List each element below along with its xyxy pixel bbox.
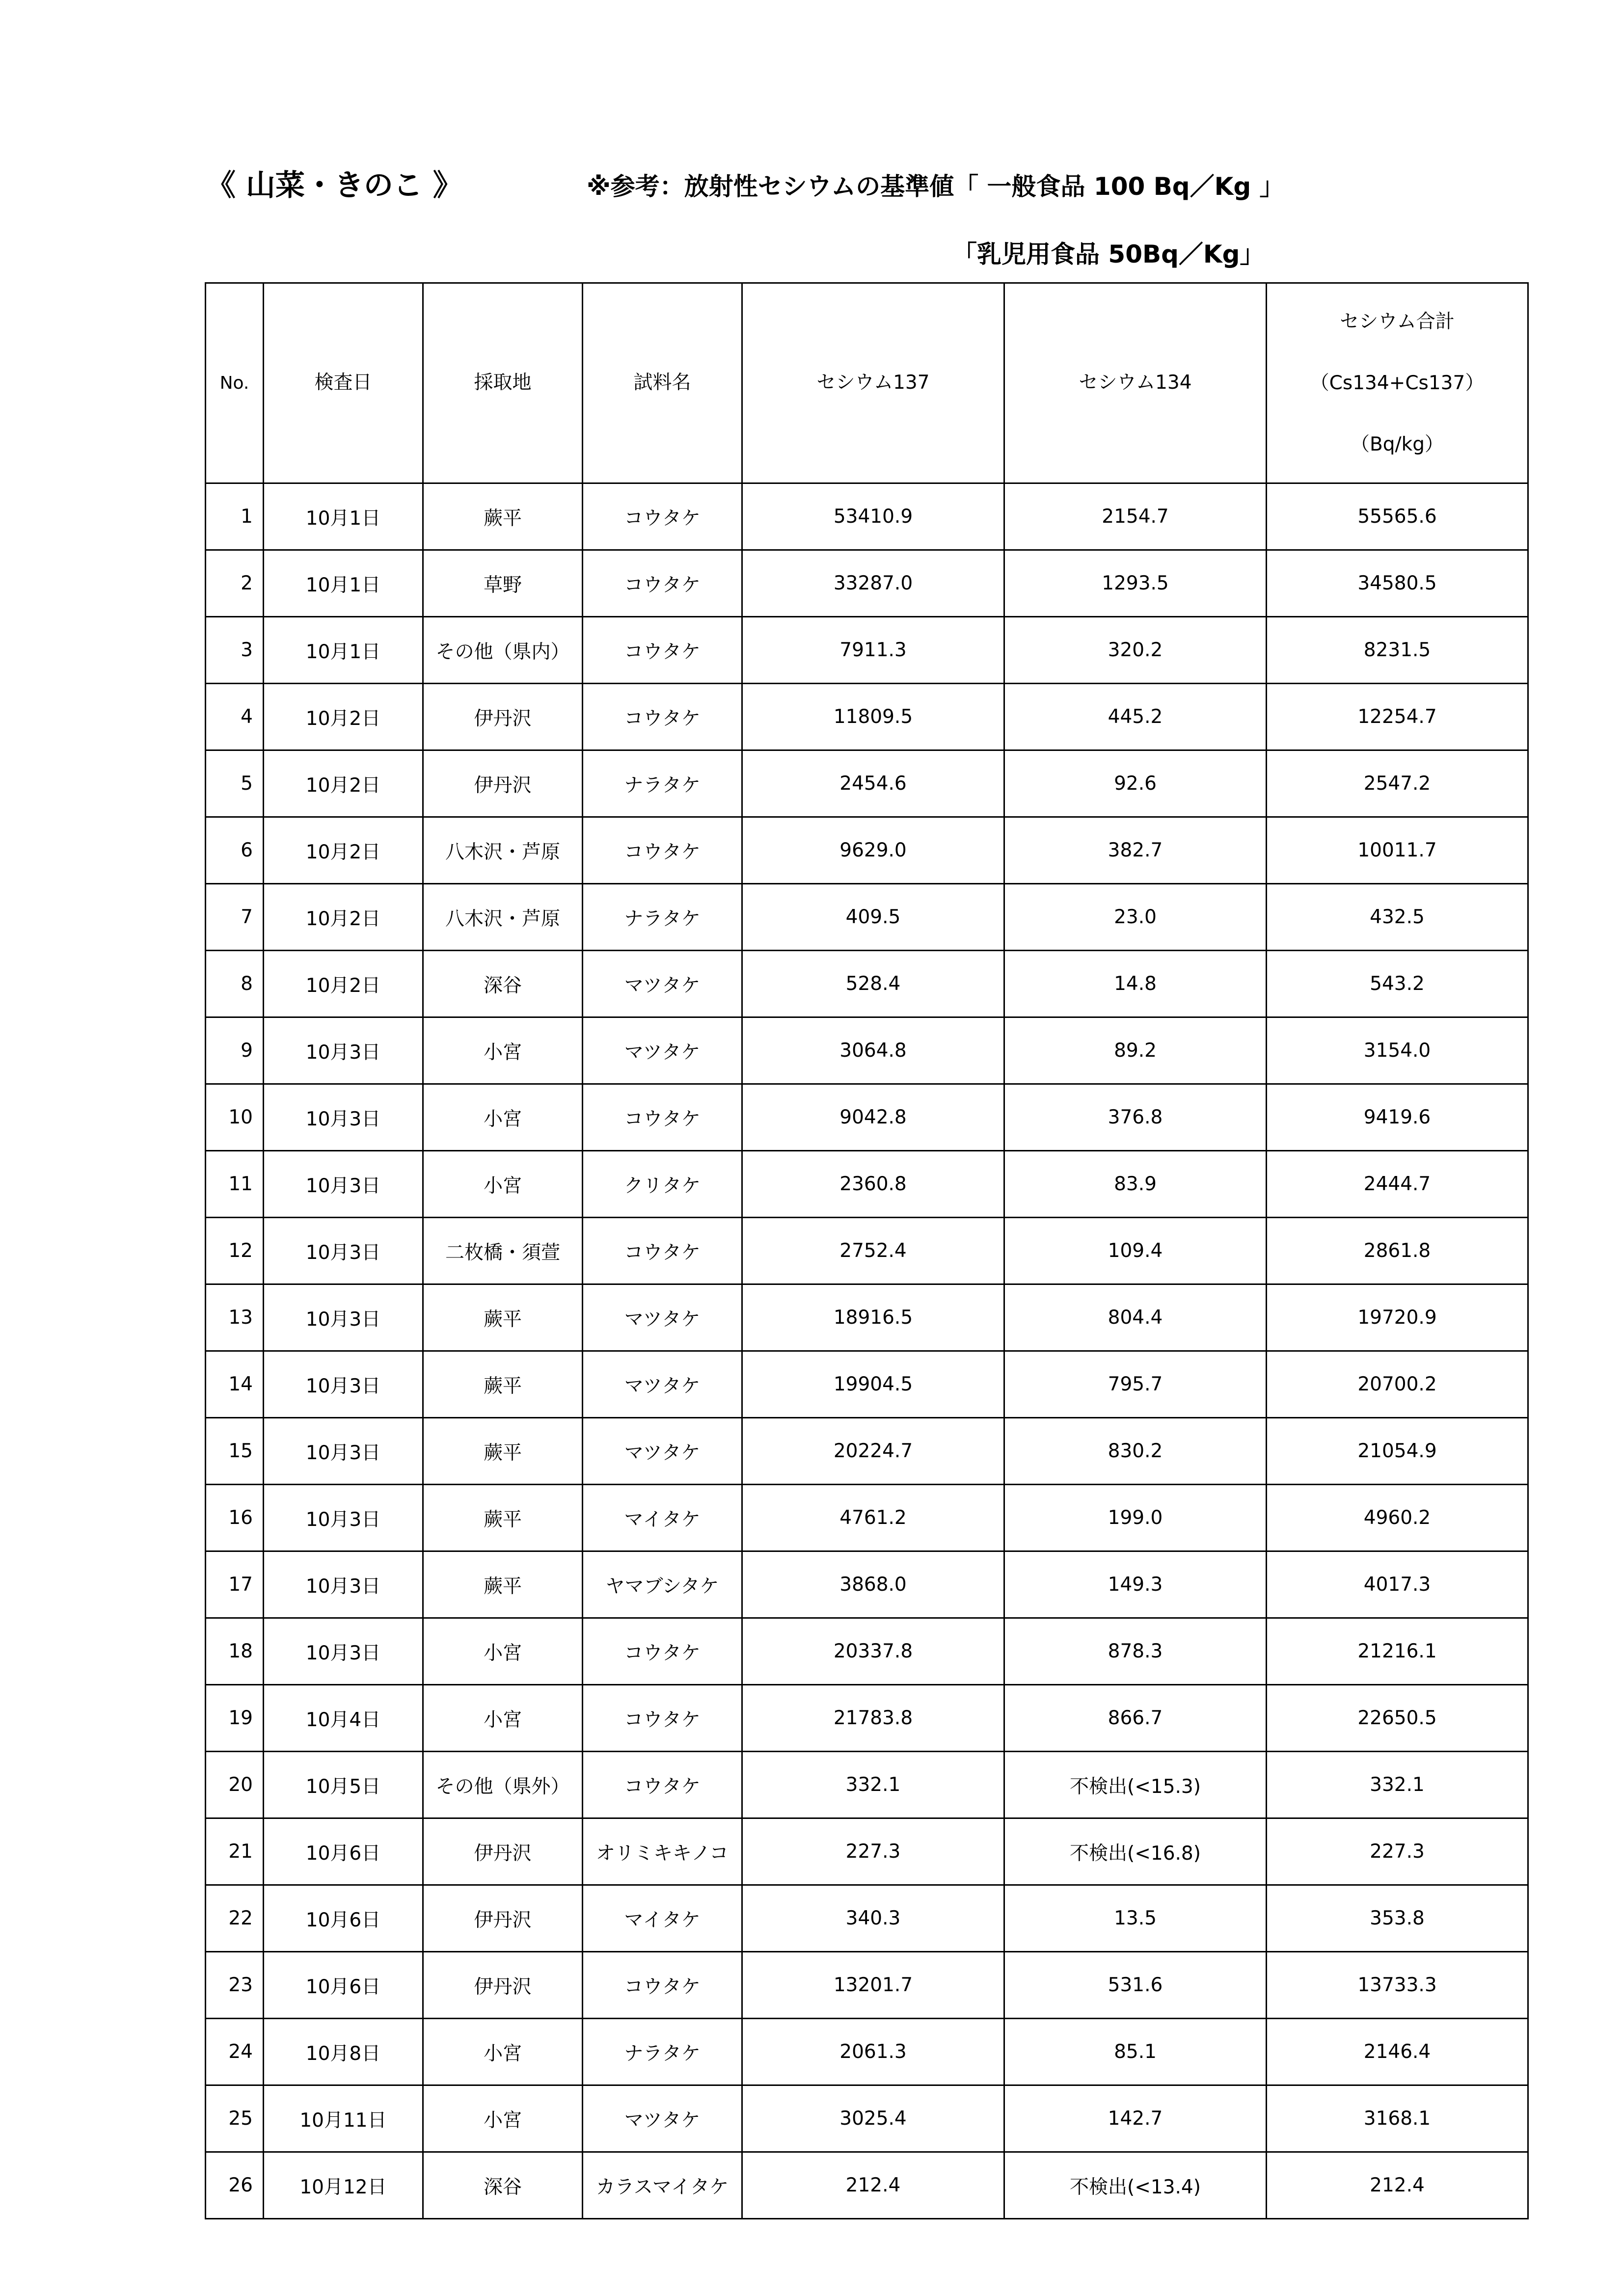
cell-no: 18 [206,1618,264,1685]
cell-no: 20 [206,1752,264,1818]
col-header-no: No. [206,283,264,483]
cell-location: 伊丹沢 [423,1885,583,1952]
cell-total: 353.8 [1267,1885,1528,1952]
table-row [206,1017,1528,1084]
cell-cs137: 528.4 [742,951,1004,1017]
table-row [206,1485,1528,1551]
table-row [206,550,1528,617]
cell-total: 19720.9 [1267,1284,1528,1351]
table-row [206,1551,1528,1618]
cell-date: 10月2日 [264,817,423,884]
cell-total: 22650.5 [1267,1685,1528,1752]
cell-cs137: 9042.8 [742,1084,1004,1151]
cell-cs137: 11809.5 [742,684,1004,750]
cell-date: 10月3日 [264,1551,423,1618]
cell-date: 10月12日 [264,2152,423,2219]
table-row [206,1952,1528,2019]
col-header-cs134: セシウム134 [1004,283,1267,483]
cell-cs134: 83.9 [1004,1151,1267,1218]
table-row [206,617,1528,684]
cell-cs134: 804.4 [1004,1284,1267,1351]
cell-no: 12 [206,1218,264,1284]
cell-location: 深谷 [423,2152,583,2219]
cell-sample: コウタケ [583,1685,742,1752]
cell-cs137: 2061.3 [742,2019,1004,2085]
table-row [206,1351,1528,1418]
cell-total: 227.3 [1267,1818,1528,1885]
cell-sample: ナラタケ [583,884,742,951]
cell-cs137: 9629.0 [742,817,1004,884]
cell-cs134: 2154.7 [1004,483,1267,550]
table-row [206,750,1528,817]
cell-cs134: 13.5 [1004,1885,1267,1952]
cell-sample: コウタケ [583,1618,742,1685]
cell-no: 22 [206,1885,264,1952]
cell-no: 17 [206,1551,264,1618]
cell-cs137: 3064.8 [742,1017,1004,1084]
cell-no: 5 [206,750,264,817]
cell-no: 11 [206,1151,264,1218]
cell-cs134: 199.0 [1004,1485,1267,1551]
reference-standard-general: ※参考：放射性セシウムの基準値「 一般食品 100 Bq／Kg 」 [587,172,1284,201]
col-header-total-line1: セシウム合計 [1340,311,1455,333]
table-row [206,1818,1528,1885]
cell-no: 13 [206,1284,264,1351]
cell-no: 1 [206,483,264,550]
cell-cs137: 20337.8 [742,1618,1004,1685]
col-header-cs137: セシウム137 [742,283,1004,483]
cell-date: 10月2日 [264,684,423,750]
cell-cs134: 92.6 [1004,750,1267,817]
cell-sample: コウタケ [583,483,742,550]
cell-no: 19 [206,1685,264,1752]
cell-date: 10月1日 [264,483,423,550]
cell-date: 10月2日 [264,884,423,951]
cell-cs137: 212.4 [742,2152,1004,2219]
cell-cs134: 795.7 [1004,1351,1267,1418]
table-row [206,817,1528,884]
cell-date: 10月2日 [264,951,423,1017]
table-row [206,1151,1528,1218]
cell-location: 伊丹沢 [423,1818,583,1885]
cell-cs134: 14.8 [1004,951,1267,1017]
cell-location: 深谷 [423,951,583,1017]
cesium-results-table [205,282,1529,2219]
cell-cs134: 149.3 [1004,1551,1267,1618]
cell-date: 10月6日 [264,1952,423,2019]
cell-sample: コウタケ [583,1218,742,1284]
cell-total: 4960.2 [1267,1485,1528,1551]
cell-cs134: 531.6 [1004,1952,1267,2019]
cell-total: 10011.7 [1267,817,1528,884]
cell-date: 10月3日 [264,1618,423,1685]
table-row [206,2019,1528,2085]
table-row [206,1218,1528,1284]
cell-cs134: 不検出(<15.3) [1004,1752,1267,1818]
cell-total: 332.1 [1267,1752,1528,1818]
cell-location: 蕨平 [423,483,583,550]
cell-cs137: 4761.2 [742,1485,1004,1551]
cell-total: 20700.2 [1267,1351,1528,1418]
col-header-location: 採取地 [423,283,583,483]
cell-sample: クリタケ [583,1151,742,1218]
page-title: 《 山菜・きのこ 》 [206,168,462,203]
cell-sample: カラスマイタケ [583,2152,742,2219]
cell-date: 10月3日 [264,1218,423,1284]
cell-location: 蕨平 [423,1485,583,1551]
cell-cs134: 830.2 [1004,1418,1267,1485]
cell-cs137: 21783.8 [742,1685,1004,1752]
cell-location: 蕨平 [423,1284,583,1351]
cell-cs137: 2454.6 [742,750,1004,817]
cell-cs137: 409.5 [742,884,1004,951]
col-header-total [1267,283,1528,483]
table-row [206,1418,1528,1485]
cell-cs137: 13201.7 [742,1952,1004,2019]
cell-date: 10月3日 [264,1084,423,1151]
col-header-total-line3: （Bq/kg） [1351,433,1444,455]
cell-sample: コウタケ [583,684,742,750]
table-header-row [206,283,1528,483]
cell-total: 8231.5 [1267,617,1528,684]
cell-total: 21216.1 [1267,1618,1528,1685]
cell-sample: コウタケ [583,1952,742,2019]
cell-date: 10月3日 [264,1485,423,1551]
cell-cs137: 7911.3 [742,617,1004,684]
table-row [206,1752,1528,1818]
cell-cs137: 33287.0 [742,550,1004,617]
cell-date: 10月8日 [264,2019,423,2085]
cell-location: 蕨平 [423,1351,583,1418]
cell-location: 伊丹沢 [423,750,583,817]
cell-total: 34580.5 [1267,550,1528,617]
cell-sample: コウタケ [583,1084,742,1151]
cell-date: 10月6日 [264,1818,423,1885]
cell-no: 23 [206,1952,264,2019]
cell-cs134: 不検出(<16.8) [1004,1818,1267,1885]
col-header-date: 検査日 [264,283,423,483]
table-row [206,1618,1528,1685]
cell-no: 7 [206,884,264,951]
cell-cs134: 23.0 [1004,884,1267,951]
cell-no: 4 [206,684,264,750]
cell-cs137: 53410.9 [742,483,1004,550]
col-header-total-line2: （Cs134+Cs137） [1310,372,1485,394]
table-row [206,1885,1528,1952]
cell-sample: マイタケ [583,1485,742,1551]
cell-location: その他（県内） [423,617,583,684]
cell-sample: コウタケ [583,617,742,684]
cell-total: 3154.0 [1267,1017,1528,1084]
cell-location: 八木沢・芦原 [423,884,583,951]
cell-total: 9419.6 [1267,1084,1528,1151]
cell-no: 25 [206,2085,264,2152]
cell-sample: ヤマブシタケ [583,1551,742,1618]
cell-no: 10 [206,1084,264,1151]
table-row [206,684,1528,750]
cell-cs134: 1293.5 [1004,550,1267,617]
cell-sample: マツタケ [583,2085,742,2152]
cell-no: 15 [206,1418,264,1485]
cell-cs137: 340.3 [742,1885,1004,1952]
table-row [206,1284,1528,1351]
cell-location: 伊丹沢 [423,684,583,750]
cell-sample: マツタケ [583,951,742,1017]
cell-location: 小宮 [423,2019,583,2085]
cell-total: 2444.7 [1267,1151,1528,1218]
cell-no: 8 [206,951,264,1017]
cell-cs137: 332.1 [742,1752,1004,1818]
reference-standard-infant: 「乳児用食品 50Bq／Kg」 [952,240,1265,268]
cell-location: 蕨平 [423,1551,583,1618]
table-row [206,884,1528,951]
cell-date: 10月1日 [264,617,423,684]
cell-no: 24 [206,2019,264,2085]
cell-cs137: 20224.7 [742,1418,1004,1485]
table-row [206,1084,1528,1151]
cell-total: 4017.3 [1267,1551,1528,1618]
cell-date: 10月2日 [264,750,423,817]
cell-sample: ナラタケ [583,750,742,817]
cell-location: 小宮 [423,1685,583,1752]
cell-location: 伊丹沢 [423,1952,583,2019]
cell-sample: コウタケ [583,550,742,617]
table-row [206,1685,1528,1752]
cell-sample: コウタケ [583,817,742,884]
cell-cs137: 2752.4 [742,1218,1004,1284]
cell-cs137: 3025.4 [742,2085,1004,2152]
cell-location: 小宮 [423,1151,583,1218]
cell-total: 2861.8 [1267,1218,1528,1284]
cell-date: 10月6日 [264,1885,423,1952]
cell-cs134: 不検出(<13.4) [1004,2152,1267,2219]
cell-cs134: 89.2 [1004,1017,1267,1084]
cell-total: 55565.6 [1267,483,1528,550]
cell-sample: マツタケ [583,1017,742,1084]
cell-sample: コウタケ [583,1752,742,1818]
cell-no: 21 [206,1818,264,1885]
cell-date: 10月3日 [264,1284,423,1351]
cell-cs134: 142.7 [1004,2085,1267,2152]
cell-no: 3 [206,617,264,684]
cell-location: 草野 [423,550,583,617]
cell-sample: マイタケ [583,1885,742,1952]
cell-cs134: 85.1 [1004,2019,1267,2085]
cell-no: 16 [206,1485,264,1551]
cell-sample: マツタケ [583,1351,742,1418]
cell-date: 10月4日 [264,1685,423,1752]
cell-date: 10月1日 [264,550,423,617]
cell-location: その他（県外） [423,1752,583,1818]
table-row [206,951,1528,1017]
cell-cs137: 3868.0 [742,1551,1004,1618]
cell-location: 小宮 [423,2085,583,2152]
cell-date: 10月11日 [264,2085,423,2152]
cell-sample: オリミキキノコ [583,1818,742,1885]
cell-date: 10月3日 [264,1351,423,1418]
cell-total: 21054.9 [1267,1418,1528,1485]
cell-location: 小宮 [423,1017,583,1084]
cell-cs134: 878.3 [1004,1618,1267,1685]
cell-cs134: 320.2 [1004,617,1267,684]
cell-cs137: 227.3 [742,1818,1004,1885]
cell-date: 10月5日 [264,1752,423,1818]
cell-date: 10月3日 [264,1418,423,1485]
cell-no: 6 [206,817,264,884]
cell-location: 八木沢・芦原 [423,817,583,884]
cell-total: 2547.2 [1267,750,1528,817]
cell-location: 蕨平 [423,1418,583,1485]
cell-total: 543.2 [1267,951,1528,1017]
cell-total: 3168.1 [1267,2085,1528,2152]
cell-sample: マツタケ [583,1418,742,1485]
cell-cs134: 382.7 [1004,817,1267,884]
cell-cs134: 109.4 [1004,1218,1267,1284]
cell-total: 2146.4 [1267,2019,1528,2085]
cell-date: 10月3日 [264,1017,423,1084]
cell-location: 小宮 [423,1084,583,1151]
cell-total: 12254.7 [1267,684,1528,750]
cell-no: 9 [206,1017,264,1084]
cell-location: 小宮 [423,1618,583,1685]
cell-location: 二枚橋・須萱 [423,1218,583,1284]
cell-total: 432.5 [1267,884,1528,951]
cell-cs137: 18916.5 [742,1284,1004,1351]
cell-no: 2 [206,550,264,617]
cell-sample: マツタケ [583,1284,742,1351]
table-row [206,2085,1528,2152]
cell-no: 14 [206,1351,264,1418]
cell-cs137: 2360.8 [742,1151,1004,1218]
col-header-sample: 試料名 [583,283,742,483]
cell-cs134: 445.2 [1004,684,1267,750]
cell-cs134: 866.7 [1004,1685,1267,1752]
cell-total: 212.4 [1267,2152,1528,2219]
cell-cs137: 19904.5 [742,1351,1004,1418]
cell-no: 26 [206,2152,264,2219]
cell-cs134: 376.8 [1004,1084,1267,1151]
cell-sample: ナラタケ [583,2019,742,2085]
cell-total: 13733.3 [1267,1952,1528,2019]
table-row [206,483,1528,550]
table-row [206,2152,1528,2219]
cell-date: 10月3日 [264,1151,423,1218]
